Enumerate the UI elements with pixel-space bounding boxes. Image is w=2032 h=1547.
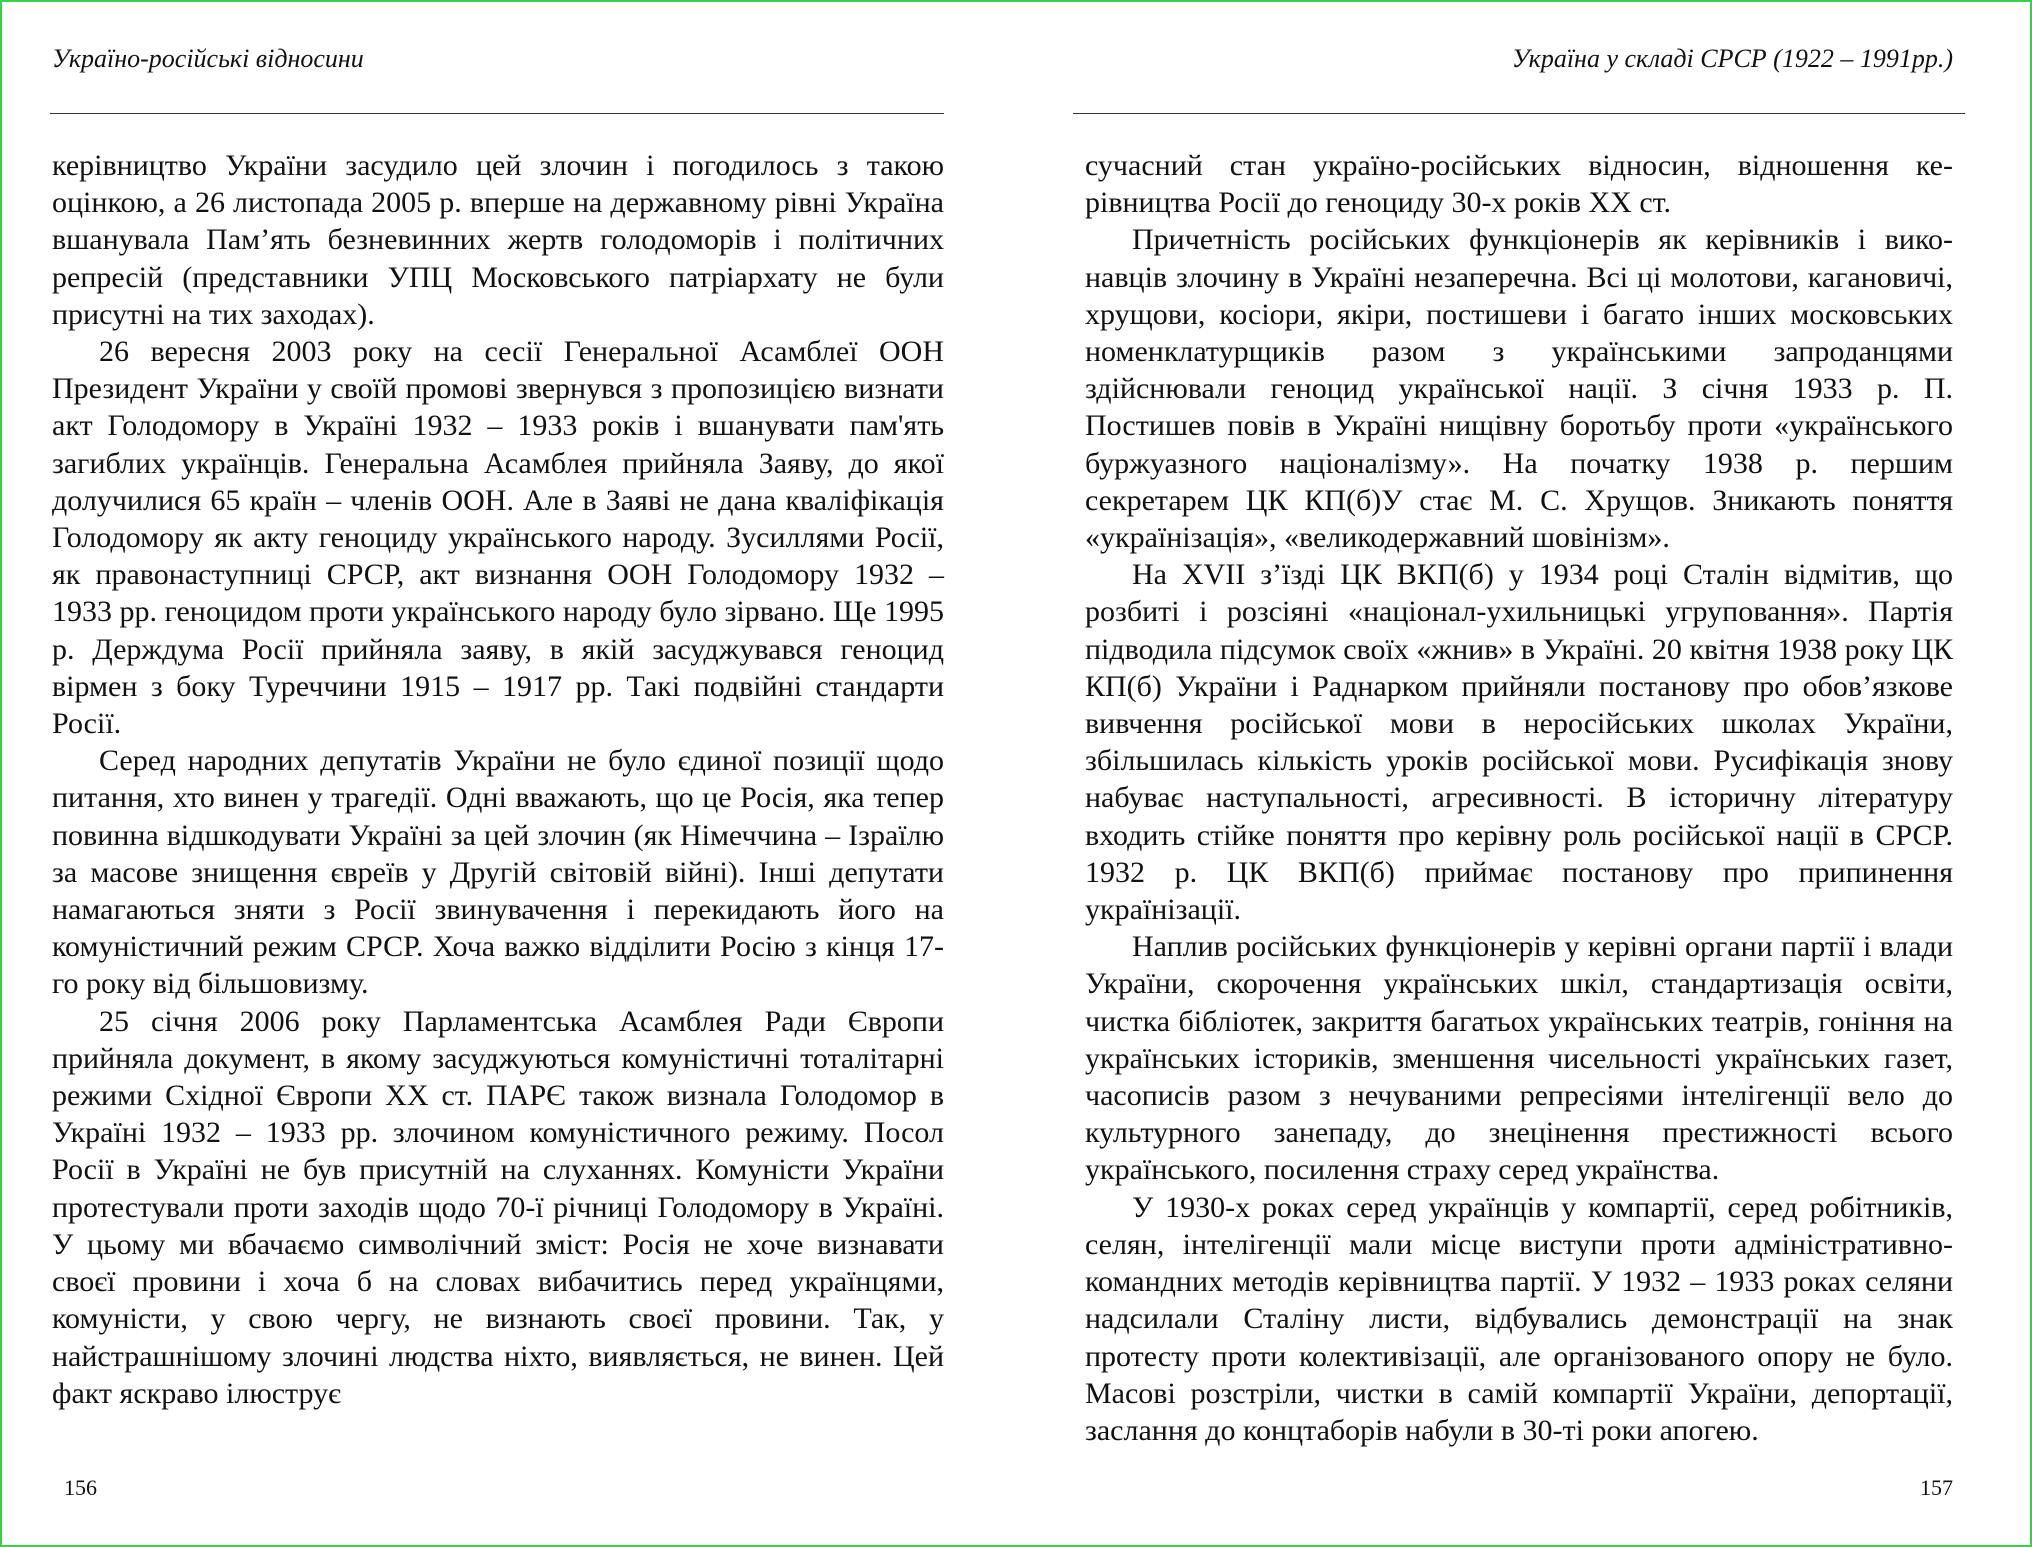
page-number-right: 157 xyxy=(1920,1475,1953,1500)
header-rule-right xyxy=(1073,113,1965,114)
running-head-left: Україно-російські відносини xyxy=(52,44,364,73)
left-page xyxy=(52,0,944,1547)
paragraph: На XVII з’їзді ЦК ВКП(б) у 1934 році Сталін відмітив, що розбиті і розсіяні «націонал-ухильницькі угруповання». Партія підводила підсумок своїх «жнив» в Україні. 20 квітня 1938 року ЦК КП(б) України і Раднарком прийняли постанову про обов’язкове вивчення російської мови в неросійських школах України, збільшилась кількість уроків російської мови. Русифікація знову набуває наступальності, агресивності. В історичну літературу входить стійке поняття про керівну роль російської нації в СРСР. 1932 р. ЦК ВКП(б) приймає постанову про припинення українізації. xyxy=(1085,558,1953,927)
running-head-right: Україна у складі СРСР (1922 – 1991рр.) xyxy=(1511,44,1953,73)
paragraph: Причетність російських функціонерів як керівників і виконавців злочину в Україні незаперечна. Всі ці молотови, кагановичі, хрущови, косіори, якіри, постишеви і багато інших московських номенклатурщиків разом з українськими запроданцями здійснювали геноцид української нації. З січня 1933 р. П. Постишев повів в Україні нищівну боротьбу проти «українського буржуазного націоналізму». На початку 1938 р. першим секретарем ЦК КП(б)У стає М. С. Хрущов. Зникають поняття «українізація», «великодержавний шовінізм». xyxy=(1085,223,1953,555)
paragraph: Наплив російських функціонерів у керівні органи партії і влади України, скорочення українських шкіл, стандартизація освіти, чистка бібліотек, закриття багатьох українських театрів, гоніння на українських істориків, зменшення чисельності українських газет, часописів разом з нечуваними репресіями інтелігенції вело до культурного занепаду, до знецінення престижності всього українського, посилення страху серед українства. xyxy=(1085,930,1953,1187)
paragraph: керівництво України засудило цей злочин і погодилось з такою оцінкою, а 26 листопада 2005 р. вперше на державному рівні Україна вшанувала Пам’ять безневинних жертв голодоморів і політичних репресій (представники УПЦ Московського патріархату не були присутні на тих заходах). xyxy=(52,149,944,331)
right-page-body xyxy=(1085,147,1953,1449)
paragraph: Серед народних депутатів України не було єдиної позиції щодо питання, хто винен у трагедії. Одні вважають, що це Росія, яка тепер повинна відшкодувати Україні за цей злочин (як Німеччина – Ізраїлю за масове знищення євреїв у Другій світовій війні). Інші депутати намагаються зняти з Росії звинувачення і перекидають його на комуністичний режим СРСР. Хоча важко відділити Росію з кінця 17-го року від більшовизму. xyxy=(52,744,944,1001)
paragraph: 25 січня 2006 року Парламентська Асамблея Ради Європи прийняла документ, в якому засуджуються комуністичні тоталітарні режими Східної Європи ХХ ст. ПАРЄ також визнала Голодомор в Україні 1932 – 1933 рр. злочином комуністичного режиму. Посол Росії в Україні не був присутній на слуханнях. Комуністи України протестували проти заходів щодо 70-ї річниці Голодомору в Україні. У цьому ми вбачаємо символічний зміст: Росія не хоче визнавати своєї провини і хоча б на словах вибачитись перед українцями, комуністи, у свою чергу, не визнають своєї провини. Так, у найстрашнішому злочині людства ніхто, виявляється, не винен. Цей факт яскраво ілюструє xyxy=(52,1004,944,1410)
paragraph: У 1930-х роках серед українців у компартії, серед робітників, селян, інтелігенції мали місце виступи проти адміністративно-командних методів керівництва партії. У 1932 – 1933 роках селяни надсилали Сталіну листи, відбувались демонстрації на знак протесту проти колективізації, але організованого опору не було. Масові розстріли, чистки в самій компартії України, депортації, заслання до концтаборів набули в 30-ті роки апогею. xyxy=(1085,1190,1953,1447)
paragraph: 26 вересня 2003 року на сесії Генеральної Асамблеї ООН Президент України у своїй промові звернувся з пропозицією визнати акт Голодомору в Україні 1932 – 1933 років і вшанувати пам'ять загиблих українців. Генеральна Асамблея прийняла Заяву, до якої долучилися 65 країн – членів ООН. Але в Заяві не дана кваліфікація Голодомору як акту геноциду українського народу. Зусиллями Росії, як правонаступниці СРСР, акт визнання ООН Голодомору 1932 – 1933 рр. геноцидом проти українського народу було зірвано. Ще 1995 р. Держдума Росії прийняла заяву, в якій засуджувався геноцид вірмен з боку Туреччини 1915 – 1917 рр. Такі подвійні стандарти Росії. xyxy=(52,335,944,741)
page-number-left: 156 xyxy=(64,1475,97,1500)
header-rule-left xyxy=(50,113,944,114)
right-page xyxy=(1085,0,1953,1547)
left-page-body xyxy=(52,147,944,1412)
paragraph: сучасний стан україно-російських відносин, відношення керівництва Росії до геноциду 30-х років ХХ ст. xyxy=(1085,149,1953,220)
